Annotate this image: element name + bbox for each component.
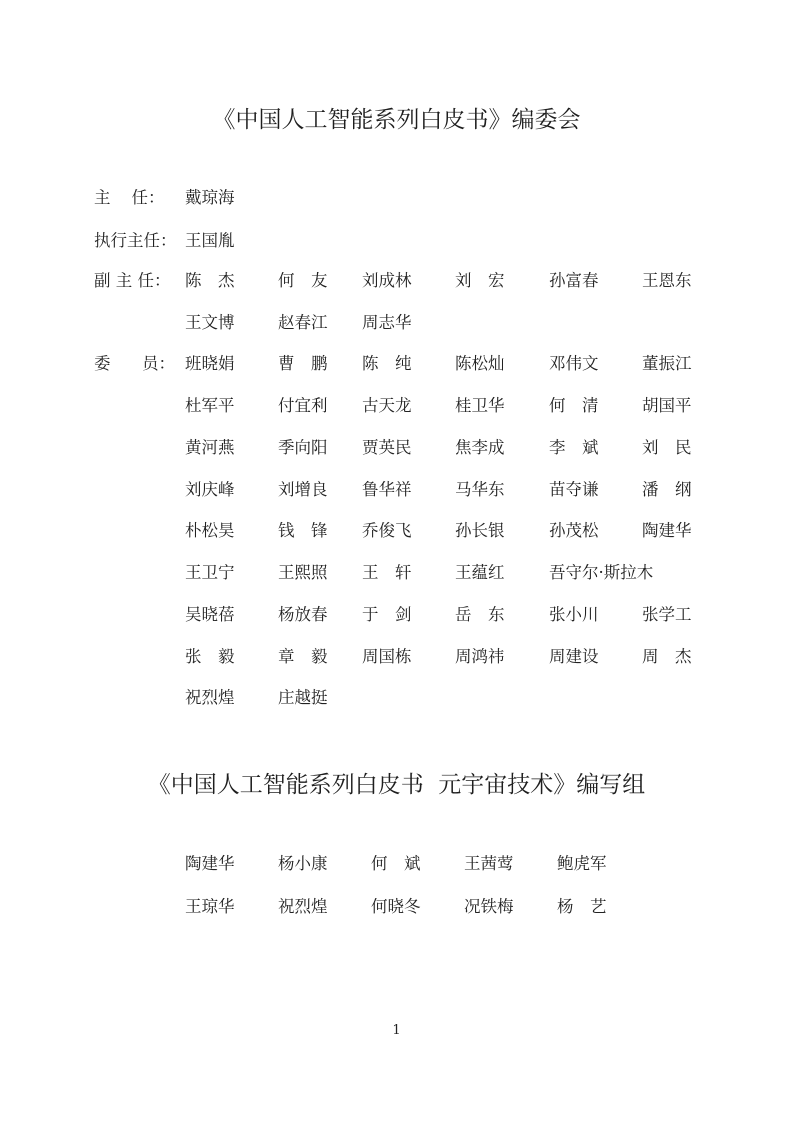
member-name: 马华东 bbox=[455, 480, 505, 499]
member-name: 古天龙 bbox=[362, 396, 412, 415]
executive-director-name: 王国胤 bbox=[185, 231, 235, 250]
member-name: 董振江 bbox=[642, 354, 692, 373]
member-name: 刘庆峰 bbox=[185, 480, 235, 499]
members-row bbox=[94, 685, 328, 711]
member-name: 岳 东 bbox=[455, 605, 505, 624]
member-name: 付宜利 bbox=[278, 396, 328, 415]
member-name: 杨放春 bbox=[278, 605, 328, 624]
member-name: 章 毅 bbox=[278, 647, 328, 666]
director-row bbox=[94, 185, 235, 211]
members-row bbox=[94, 477, 692, 503]
member-name: 钱 锋 bbox=[278, 521, 328, 540]
director-label: 主 任： bbox=[94, 188, 165, 207]
member-name: 桂卫华 bbox=[455, 396, 505, 415]
member-name: 周鸿祎 bbox=[455, 647, 505, 666]
writing-group-row bbox=[94, 894, 607, 920]
member-name: 潘 纲 bbox=[642, 480, 692, 499]
member-name: 刘增良 bbox=[278, 480, 328, 499]
member-name: 鲁华祥 bbox=[362, 480, 412, 499]
member-name: 孙茂松 bbox=[549, 521, 599, 540]
member-name: 王 轩 bbox=[362, 563, 412, 582]
members-row bbox=[94, 518, 692, 544]
member-name: 黄河燕 bbox=[185, 438, 235, 457]
member-name: 周 杰 bbox=[642, 647, 692, 666]
member-name: 庄越挺 bbox=[278, 688, 328, 707]
member-name: 于 剑 bbox=[362, 605, 412, 624]
writer-name: 陶建华 bbox=[185, 854, 235, 873]
member-name: 李 斌 bbox=[549, 438, 599, 457]
member-name: 焦李成 bbox=[455, 438, 505, 457]
member-name: 张学工 bbox=[642, 605, 692, 624]
member-name: 曹 鹏 bbox=[278, 354, 328, 373]
writer-name: 何晓冬 bbox=[371, 897, 421, 916]
member-name: 吴晓蓓 bbox=[185, 605, 235, 624]
writer-name: 鲍虎军 bbox=[557, 854, 607, 873]
page-number: 1 bbox=[392, 1023, 401, 1038]
deputy-name: 周志华 bbox=[362, 313, 412, 332]
member-name: 祝烈煌 bbox=[185, 688, 235, 707]
deputy-name: 陈 杰 bbox=[185, 271, 235, 290]
member-name: 陈松灿 bbox=[455, 354, 505, 373]
deputy-name: 王文博 bbox=[185, 313, 235, 332]
deputy-name: 何 友 bbox=[278, 271, 328, 290]
member-name: 胡国平 bbox=[642, 396, 692, 415]
deputy-name: 刘成林 bbox=[362, 271, 412, 290]
member-name: 周建设 bbox=[549, 647, 599, 666]
member-name: 贾英民 bbox=[362, 438, 412, 457]
member-name: 周国栋 bbox=[362, 647, 412, 666]
deputy-name: 孙富春 bbox=[549, 271, 599, 290]
member-name: 何 清 bbox=[549, 396, 599, 415]
member-name: 陶建华 bbox=[642, 521, 692, 540]
writer-name: 况铁梅 bbox=[464, 897, 514, 916]
deputy-name: 刘 宏 bbox=[455, 271, 505, 290]
writer-name: 何 斌 bbox=[371, 854, 421, 873]
member-name: 邓伟文 bbox=[549, 354, 599, 373]
writer-name: 王茜莺 bbox=[464, 854, 514, 873]
writer-name: 王琼华 bbox=[185, 897, 235, 916]
deputy-directors-row bbox=[94, 268, 692, 294]
member-name: 张 毅 bbox=[185, 647, 235, 666]
member-name: 王卫宁 bbox=[185, 563, 235, 582]
member-name: 季向阳 bbox=[278, 438, 328, 457]
members-row bbox=[94, 435, 692, 461]
writer-name: 杨 艺 bbox=[557, 897, 607, 916]
executive-director-label: 执行主任： bbox=[94, 231, 177, 250]
deputy-directors-row bbox=[94, 310, 412, 336]
writing-group-title: 《中国人工智能系列白皮书 元宇宙技术》编写组 bbox=[147, 772, 646, 798]
member-name: 吾守尔·斯拉木 bbox=[549, 563, 654, 582]
member-name: 刘 民 bbox=[642, 438, 692, 457]
writing-group-row bbox=[94, 851, 607, 877]
writer-name: 祝烈煌 bbox=[278, 897, 328, 916]
members-label: 委 员： bbox=[94, 354, 175, 373]
member-name: 孙长银 bbox=[455, 521, 505, 540]
deputy-name: 王恩东 bbox=[642, 271, 692, 290]
writer-name: 杨小康 bbox=[278, 854, 328, 873]
members-row bbox=[94, 393, 692, 419]
committee-title: 《中国人工智能系列白皮书》编委会 bbox=[212, 107, 581, 133]
members-row bbox=[94, 560, 654, 586]
member-name: 王熙照 bbox=[278, 563, 328, 582]
member-name: 朴松昊 bbox=[185, 521, 235, 540]
deputy-name: 赵春江 bbox=[278, 313, 328, 332]
director-name: 戴琼海 bbox=[185, 188, 235, 207]
executive-director-row bbox=[94, 228, 235, 254]
member-name: 班晓娟 bbox=[185, 354, 235, 373]
members-row bbox=[94, 351, 692, 377]
member-name: 张小川 bbox=[549, 605, 599, 624]
members-row bbox=[94, 644, 692, 670]
member-name: 王蕴红 bbox=[455, 563, 505, 582]
deputy-directors-label: 副 主 任： bbox=[94, 271, 171, 290]
member-name: 乔俊飞 bbox=[362, 521, 412, 540]
member-name: 苗夺谦 bbox=[549, 480, 599, 499]
member-name: 陈 纯 bbox=[362, 354, 412, 373]
members-row bbox=[94, 602, 692, 628]
member-name: 杜军平 bbox=[185, 396, 235, 415]
